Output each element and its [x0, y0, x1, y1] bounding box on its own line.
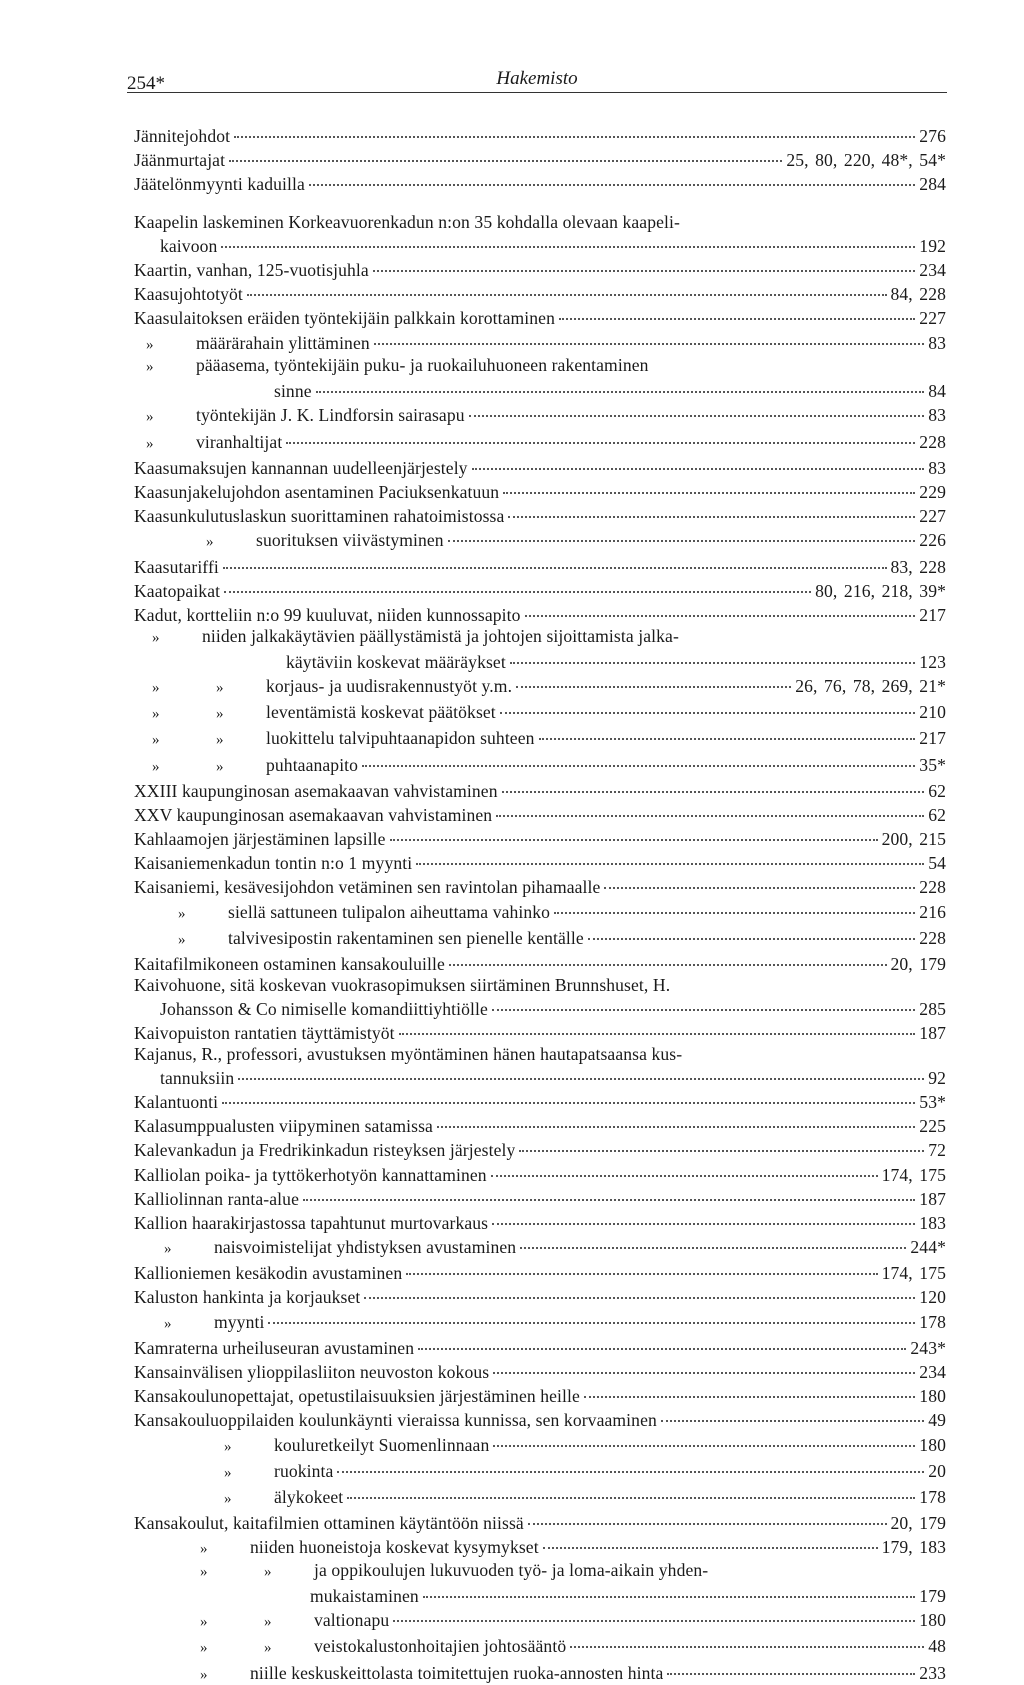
entry-pages: 225 — [919, 1116, 946, 1137]
entry-text: työntekijän J. K. Lindforsin sairasapu — [196, 405, 465, 426]
dot-leader — [493, 1427, 915, 1447]
entry-pages: 180 — [919, 1434, 946, 1455]
entry-text: pääasema, työntekijäin puku- ja ruokailuhuoneen rakentaminen — [196, 355, 649, 376]
entry-pages: 49 — [928, 1410, 946, 1431]
entry-pages: 20, 179 — [890, 1513, 946, 1534]
entry-text: Kalantuonti — [134, 1091, 219, 1112]
entry-pages: 92 — [928, 1067, 946, 1088]
dot-leader — [493, 1354, 915, 1374]
ditto-mark: » — [216, 679, 224, 696]
entry-text: Kaisaniemenkadun tontin n:o 1 myynti — [134, 853, 413, 874]
entry-continuation: Johansson & Co nimiselle komandiittiyhtiölle — [160, 998, 488, 1019]
index-entry — [134, 1560, 946, 1607]
ditto-mark: » — [216, 758, 224, 775]
entry-pages: 229 — [919, 482, 946, 503]
entry-text: ruokinta — [274, 1460, 334, 1481]
entry-text: Kaisaniemi, kesävesijohdon vetäminen sen ravintolan pihamaalle — [134, 877, 601, 898]
entry-pages: 35* — [919, 754, 946, 775]
entry-pages: 180 — [919, 1610, 946, 1631]
dot-leader — [503, 474, 915, 494]
ditto-mark: » — [152, 758, 160, 775]
header-rule — [127, 92, 947, 93]
dot-leader — [491, 1157, 878, 1177]
entry-pages: 62 — [928, 780, 946, 801]
entry-pages: 217 — [919, 604, 946, 625]
entry-line — [134, 950, 946, 974]
entry-text: Kaitafilmikoneen ostaminen kansakouluille — [134, 954, 445, 974]
dot-leader — [221, 228, 915, 248]
entry-line — [134, 170, 946, 194]
entry-text: siellä sattuneen tulipalon aiheuttama vahinko — [228, 901, 551, 922]
ditto-mark: » — [200, 1666, 208, 1683]
entry-text: XXV kaupunginosan asemakaavan vahvistaminen — [134, 804, 493, 825]
entry-pages: 228 — [919, 877, 946, 898]
entry-pages: 187 — [919, 1188, 946, 1209]
entry-pages: 83 — [928, 405, 946, 426]
entry-pages: 227 — [919, 506, 946, 527]
ditto-mark: » — [146, 409, 154, 426]
ditto-mark: » — [152, 629, 160, 646]
entry-pages: 200, 215 — [881, 829, 946, 850]
entry-text: Kaasutariffi — [134, 556, 219, 577]
entry-pages: 243* — [910, 1337, 946, 1358]
ditto-mark: » — [200, 1640, 208, 1657]
entry-text: Kansainvälisen ylioppilasliiton neuvoston kokous — [134, 1362, 490, 1382]
ditto-mark: » — [146, 336, 154, 353]
entry-line — [134, 329, 946, 355]
dot-leader — [510, 644, 915, 664]
dot-leader — [418, 1330, 906, 1350]
entry-text: talvivesipostin rakentaminen sen pienelle kentälle — [228, 927, 584, 948]
ditto-mark: » — [216, 706, 224, 723]
index-entry — [134, 1019, 946, 1043]
entry-line — [134, 1019, 946, 1043]
index-entry — [134, 1659, 946, 1685]
entry-text: Kallioniemen kesäkodin avustaminen — [134, 1263, 403, 1284]
entry-text: Kalliolan poika- ja tyttökerhotyön kannattaminen — [134, 1164, 487, 1185]
entry-text: Kalevankadun ja Fredrikinkadun risteyksen järjestely — [134, 1140, 516, 1161]
ditto-mark: » — [146, 435, 154, 452]
entry-text: niille keskuskeittolasta toimitettujen ruoka-annosten hinta — [250, 1662, 664, 1683]
dot-leader — [604, 870, 915, 890]
ditto-mark: » — [264, 1640, 272, 1657]
entry-text: Kahlaamojen järjestäminen lapsille — [134, 829, 386, 850]
dot-leader — [554, 894, 915, 914]
ditto-mark: » — [264, 1563, 272, 1580]
entry-text: Kaasujohtotyöt — [134, 284, 243, 305]
dot-leader — [528, 1506, 887, 1526]
entry-text: valtionapu — [314, 1610, 390, 1631]
entry-pages: 83 — [928, 457, 946, 478]
dot-leader — [492, 991, 915, 1011]
entry-text: viranhaltijat — [196, 431, 283, 452]
entry-pages: 80, 216, 218, 39* — [815, 580, 946, 601]
entry-pages: 174, 175 — [881, 1164, 946, 1185]
entry-pages: 244* — [910, 1237, 946, 1258]
ditto-mark: » — [224, 1464, 232, 1481]
ditto-mark: » — [152, 706, 160, 723]
dot-leader — [667, 1655, 915, 1675]
entry-line — [134, 601, 946, 625]
dot-leader — [229, 142, 782, 162]
dot-leader — [347, 1479, 915, 1499]
index-entry — [134, 170, 946, 194]
page-number: 254* — [127, 73, 165, 94]
dot-leader — [448, 523, 916, 543]
index-entry — [134, 355, 946, 402]
dot-leader — [519, 1133, 924, 1153]
entry-text: Kaartin, vanhan, 125-vuotisjuhla — [134, 259, 369, 280]
index-entry — [134, 329, 946, 355]
index-entry — [134, 1534, 946, 1560]
ditto-mark: » — [200, 1563, 208, 1580]
entry-pages: 183 — [919, 1212, 946, 1233]
dot-leader — [516, 668, 791, 688]
ditto-mark: » — [164, 1241, 172, 1258]
dot-leader — [393, 1603, 915, 1623]
ditto-mark: » — [206, 534, 214, 551]
entry-pages: 217 — [919, 728, 946, 749]
entry-text: Kaasulaitoksen eräiden työntekijäin palkkain korottaminen — [134, 308, 555, 329]
entry-pages: 284 — [919, 173, 946, 194]
entry-text: veistokalustonhoitajien johtosääntö — [314, 1636, 567, 1657]
entry-text: Jännitejohdot — [134, 125, 231, 146]
entry-text: Kansakouluoppilaiden koulunkäynti vieraissa kunnissa, sen korvaaminen — [134, 1410, 657, 1431]
entry-text: XXIII kaupunginosan asemakaavan vahvistaminen — [134, 780, 498, 801]
entry-text: Kamraterna urheiluseuran avustaminen — [134, 1337, 415, 1358]
ditto-mark: » — [178, 905, 186, 922]
entry-pages: 62 — [928, 804, 946, 825]
entry-text: Kaivohuone, sitä koskevan vuokrasopimuksen siirtäminen Brunnshuset, H. — [134, 974, 671, 995]
index-entry — [134, 1044, 946, 1089]
entry-text: Kaatopaikat — [134, 580, 221, 601]
dot-leader — [303, 1181, 915, 1201]
dot-leader — [222, 1084, 915, 1104]
dot-leader — [362, 747, 915, 767]
dot-leader — [559, 301, 915, 321]
entry-pages: 226 — [919, 530, 946, 551]
entry-text: Kansakoulunopettajat, opetustilaisuuksien järjestäminen heille — [134, 1386, 580, 1407]
entry-pages: 210 — [919, 702, 946, 723]
entry-pages: 216 — [919, 901, 946, 922]
ditto-mark: » — [146, 359, 154, 376]
index-entry — [134, 950, 946, 974]
entry-text: ja oppikoulujen lukuvuoden työ- ja loma-aikain yhden- — [314, 1559, 709, 1580]
ditto-mark: » — [224, 1490, 232, 1507]
index-list — [134, 122, 946, 1685]
entry-text: niiden jalkakäytävien päällystämistä ja johtojen sijoittamista jalka- — [202, 625, 679, 646]
dot-leader — [390, 821, 878, 841]
index-entry — [134, 601, 946, 625]
entry-pages: 174, 175 — [881, 1263, 946, 1284]
entry-pages: 72 — [928, 1140, 946, 1161]
entry-text: Kalliolinnan ranta-alue — [134, 1188, 299, 1209]
ditto-mark: » — [224, 1438, 232, 1455]
entry-text: Kaluston hankinta ja korjaukset — [134, 1287, 361, 1308]
index-entry — [134, 975, 946, 1020]
entry-pages: 20 — [928, 1460, 946, 1481]
entry-line — [134, 1659, 946, 1685]
entry-continuation: mukaistaminen — [310, 1586, 419, 1607]
entry-text: Kaivopuiston rantatien täyttämistyöt — [134, 1022, 395, 1043]
index-entry — [134, 626, 946, 673]
ditto-mark: » — [152, 679, 160, 696]
dot-leader — [268, 1304, 915, 1324]
entry-text: Kaapelin laskeminen Korkeavuorenkadun n:on 35 kohdalla olevaan kaapeli- — [134, 211, 680, 232]
dot-leader — [416, 846, 924, 866]
dot-leader — [234, 118, 915, 138]
ditto-mark: » — [200, 1614, 208, 1631]
dot-leader — [539, 721, 916, 741]
dot-leader — [469, 398, 925, 418]
entry-continuation: käytäviin koskevat määräykset — [286, 651, 506, 672]
entry-text: Kaasunjakelujohdon asentaminen Paciuksenkatuun — [134, 482, 500, 503]
dot-leader — [492, 1205, 915, 1225]
entry-pages: 25, 80, 220, 48*, 54* — [786, 149, 946, 170]
entry-text: määrärahain ylittäminen — [196, 332, 370, 353]
entry-text: Jäätelönmyynti kaduilla — [134, 173, 305, 194]
dot-leader — [316, 374, 925, 394]
entry-text: Kaasunkulutuslaskun suorittaminen rahatoimistossa — [134, 506, 505, 527]
dot-leader — [449, 946, 887, 966]
entry-text: älykokeet — [274, 1486, 344, 1507]
entry-pages: 228 — [919, 927, 946, 948]
entry-pages: 179, 183 — [881, 1537, 946, 1558]
dot-leader — [500, 695, 916, 715]
entry-text: leventämistä koskevat päätökset — [266, 702, 496, 723]
entry-continuation: sinne — [274, 381, 312, 402]
entry-text: Kansakoulut, kaitafilmien ottaminen käytäntöön niissä — [134, 1513, 524, 1534]
dot-leader — [496, 797, 924, 817]
entry-pages: 83 — [928, 332, 946, 353]
entry-line — [134, 1534, 946, 1560]
dot-leader — [374, 325, 924, 345]
entry-text: kouluretkeilyt Suomenlinnaan — [274, 1434, 490, 1455]
dot-leader — [337, 1453, 924, 1473]
entry-pages: 179 — [919, 1586, 946, 1607]
entry-pages: 53* — [919, 1091, 946, 1112]
index-entry — [134, 212, 946, 257]
entry-text: Kaasumaksujen kannannan uudelleenjärjestely — [134, 457, 468, 478]
ditto-mark: » — [216, 732, 224, 749]
dot-leader — [508, 499, 915, 519]
entry-text: Jäänmurtajat — [134, 149, 226, 170]
entry-pages: 227 — [919, 308, 946, 329]
entry-pages: 234 — [919, 259, 946, 280]
entry-text: naisvoimistelijat yhdistyksen avustaminen — [214, 1237, 517, 1258]
ditto-mark: » — [164, 1315, 172, 1332]
dot-leader — [588, 920, 916, 940]
dot-leader — [661, 1403, 924, 1423]
entry-pages: 276 — [919, 125, 946, 146]
dot-leader — [247, 277, 887, 297]
running-head — [127, 62, 947, 102]
dot-leader — [437, 1109, 915, 1129]
entry-pages: 83, 228 — [890, 556, 946, 577]
dot-leader — [399, 1015, 916, 1035]
ditto-mark: » — [152, 732, 160, 749]
entry-text: Kalasumppualusten viipyminen satamissa — [134, 1116, 433, 1137]
entry-pages: 192 — [919, 235, 946, 256]
entry-text: myynti — [214, 1311, 265, 1332]
entry-pages: 233 — [919, 1662, 946, 1683]
entry-text: suorituksen viivästyminen — [256, 530, 444, 551]
ditto-mark: » — [200, 1541, 208, 1558]
entry-pages: 48 — [928, 1636, 946, 1657]
dot-leader — [472, 450, 925, 470]
entry-pages: 234 — [919, 1362, 946, 1382]
dot-leader — [223, 549, 887, 569]
entry-text: Kallion haarakirjastossa tapahtunut murtovarkaus — [134, 1212, 489, 1233]
entry-pages: 54 — [928, 853, 946, 874]
entry-text: niiden huoneistoja koskevat kysymykset — [250, 1537, 539, 1558]
dot-leader — [309, 166, 915, 186]
entry-text: luokittelu talvipuhtaanapidon suhteen — [266, 728, 535, 749]
entry-text: puhtaanapito — [266, 754, 359, 775]
dot-leader — [406, 1256, 877, 1276]
dot-leader — [543, 1530, 878, 1550]
ditto-mark: » — [178, 931, 186, 948]
dot-leader — [584, 1379, 915, 1399]
entry-pages: 178 — [919, 1311, 946, 1332]
entry-text: korjaus- ja uudisrakennustyöt y.m. — [266, 675, 513, 696]
entry-pages: 84, 228 — [890, 284, 946, 305]
entry-pages: 228 — [919, 431, 946, 452]
entry-pages: 178 — [919, 1486, 946, 1507]
dot-leader — [520, 1229, 906, 1249]
dot-leader — [373, 252, 916, 272]
entry-continuation: tannuksiin — [160, 1067, 235, 1088]
entry-pages: 20, 179 — [890, 954, 946, 974]
dot-leader — [423, 1579, 916, 1599]
entry-pages: 120 — [919, 1287, 946, 1308]
dot-leader — [570, 1629, 924, 1649]
entry-continuation: kaivoon — [160, 235, 218, 256]
entry-pages: 123 — [919, 651, 946, 672]
dot-leader — [286, 424, 915, 444]
dot-leader — [224, 573, 811, 593]
ditto-mark: » — [264, 1614, 272, 1631]
dot-leader — [238, 1060, 924, 1080]
dot-leader — [502, 773, 925, 793]
entry-pages: 180 — [919, 1386, 946, 1407]
entry-text: Kajanus, R., professori, avustuksen myöntäminen hänen hautapatsaansa kus- — [134, 1043, 683, 1064]
entry-text: Kadut, kortteliin n:o 99 kuuluvat, niiden kunnossapito — [134, 604, 521, 625]
entry-pages: 187 — [919, 1022, 946, 1043]
dot-leader — [364, 1280, 915, 1300]
entry-pages: 285 — [919, 998, 946, 1019]
page-title: Hakemisto — [496, 68, 578, 89]
dot-leader — [525, 597, 916, 617]
entry-pages: 26, 76, 78, 269, 21* — [795, 675, 946, 696]
entry-pages: 84 — [928, 381, 946, 402]
